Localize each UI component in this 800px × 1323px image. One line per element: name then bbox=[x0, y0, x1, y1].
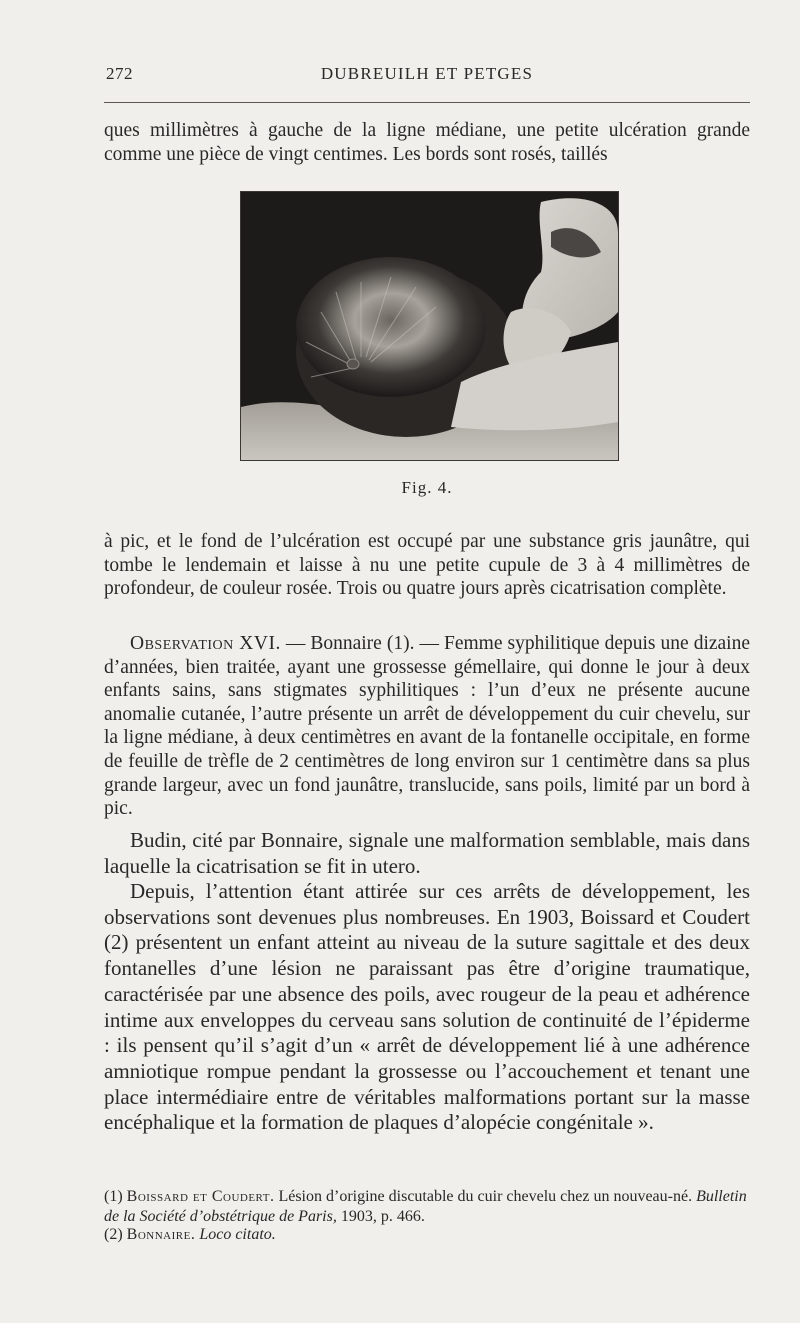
figure-caption: Fig. 4. bbox=[401, 478, 453, 497]
footnote-1-source: Bulletin de la Société d’obstétrique de Paris, bbox=[104, 1188, 747, 1225]
observation-author: — Bonnaire (1). — bbox=[285, 633, 439, 654]
header-rule bbox=[104, 102, 750, 103]
observation-text: Femme syphilitique depuis une dizaine d’années, bien traitée, ayant une grossesse gémellaire, qui donne le jour à deux enfants sains, sans stigmates syphilitiques : l’un d’eux ne présente aucune anomalie cutanée, l’autre présente un arrêt de développement du cuir chevelu, sur la ligne médiane, à deux centimètres en avant de la fontanelle occipitale, en forme de feuille de trèfle de 2 centimètres de long environ sur 1 centimètre dans sa plus grande largeur, avec un fond jaunâtre, translucide, sans poils, limité par un bord à pic. bbox=[104, 633, 750, 820]
paragraph-depuis: Depuis, l’attention étant attirée sur ces arrêts de développement, les observations sont devenues plus nombreuses. En 1903, Boissard et Coudert (2) présentent un enfant atteint au niveau de la suture sagittale et des deux fontanelles d’une lésion ne paraissant pas être d’origine traumatique, caractérisée par une absence des poils, avec rougeur de la peau et adhérence intime aux enveloppes du cerveau sans solution de continuité de l’épiderme : ils pensent qu’il s’agit d’un « arrêt de développement lié à une adhérence amniotique rompue pendant la grossesse ou l’accouchement et tenant une place intermédiaire entre de véritables malformations portant sur la masse encéphalique et la formation de plaques d’alopécie congénitale ». bbox=[104, 879, 750, 1135]
observation-label: Observation XVI. bbox=[130, 633, 281, 654]
paragraph-top: ques millimètres à gauche de la ligne médiane, une petite ulcération grande comme une pièce de vingt centimes. Les bords sont rosés, taillés bbox=[104, 120, 750, 165]
footnote-1-authors: Boissard et Coudert. bbox=[126, 1188, 275, 1205]
observation-paragraph bbox=[104, 632, 750, 821]
figure-photograph bbox=[240, 191, 619, 461]
footnote-2 bbox=[104, 1225, 750, 1245]
footnote-2-marker: (2) bbox=[104, 1226, 123, 1243]
page-number: 272 bbox=[106, 64, 133, 83]
footnote-1-marker: (1) bbox=[104, 1188, 123, 1205]
footnote-2-authors: Bonnaire. bbox=[126, 1226, 196, 1243]
footnote-1-tail: 1903, p. 466. bbox=[340, 1208, 425, 1225]
running-title: DUBREUILH ET PETGES bbox=[320, 64, 534, 83]
paragraph-budin: Budin, cité par Bonnaire, signale une malformation semblable, mais dans laquelle la cicatrisation se fit in utero. bbox=[104, 828, 750, 878]
footnote-1 bbox=[104, 1187, 750, 1227]
footnote-2-source: Loco citato. bbox=[199, 1226, 276, 1243]
paragraph-after-figure: à pic, et le fond de l’ulcération est occupé par une substance gris jaunâtre, qui tombe le lendemain et laisse à nu une petite cupule de 3 à 4 millimètres de profondeur, de couleur rosée. Trois ou quatre jours après cicatrisation complète. bbox=[104, 531, 750, 600]
infant-head-photo bbox=[241, 192, 618, 460]
running-header bbox=[104, 64, 750, 88]
footnote-1-text: Lésion d’origine discutable du cuir chevelu chez un nouveau-né. bbox=[278, 1188, 693, 1205]
